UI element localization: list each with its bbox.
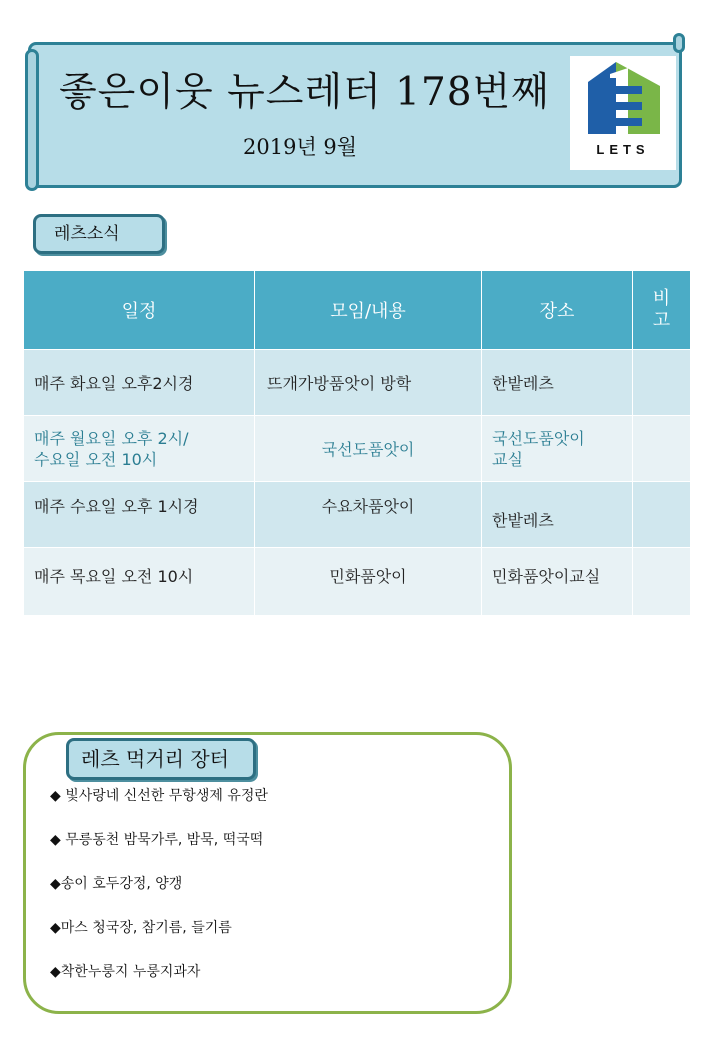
cell-note [633, 350, 691, 416]
cell-content: 뜨개가방품앗이 방학 [255, 350, 482, 416]
cell-place: 국선도품앗이 교실 [482, 416, 633, 482]
table-header-row [24, 271, 691, 350]
list-item: ◆ 무릉동천 밤묵가루, 밤묵, 떡국떡 [50, 832, 264, 848]
header-note: 비 고 [633, 271, 691, 350]
cell-content: 수요차품앗이 [255, 482, 482, 548]
newsletter-title: 좋은이웃 뉴스레터 178번째 [59, 70, 550, 115]
cell-note [633, 482, 691, 548]
table-row [24, 482, 691, 548]
market-title-tab: 레츠 먹거리 장터 [66, 738, 256, 780]
scroll-curl-left [25, 49, 39, 191]
scroll-curl-right [673, 33, 685, 53]
table-row [24, 350, 691, 416]
cell-place: 민화품앗이교실 [482, 548, 633, 616]
lets-logo [570, 56, 676, 170]
header-content: 모임/내용 [255, 271, 482, 350]
newsletter-date: 2019년 9월 [243, 135, 358, 159]
table-row [24, 416, 691, 482]
list-item: ◆착한누룽지 누룽지과자 [50, 964, 201, 980]
section-tab-lets-news: 레츠소식 [33, 214, 165, 254]
logo-text: LETS [596, 142, 650, 157]
cell-schedule: 매주 화요일 오후2시경 [24, 350, 255, 416]
cell-content: 민화품앗이 [255, 548, 482, 616]
list-item: ◆송이 호두강정, 양갱 [50, 876, 183, 892]
list-item: ◆ 빛사랑네 신선한 무항생제 유정란 [50, 788, 268, 804]
table-row [24, 548, 691, 616]
schedule-table [23, 270, 691, 616]
list-item: ◆마스 청국장, 참기름, 들기름 [50, 920, 232, 936]
cell-place: 한밭레츠 [482, 350, 633, 416]
cell-schedule: 매주 월요일 오후 2시/ 수요일 오전 10시 [24, 416, 255, 482]
cell-content: 국선도품앗이 [255, 416, 482, 482]
lets-house-icon [570, 56, 676, 146]
cell-note [633, 548, 691, 616]
cell-schedule: 매주 수요일 오후 1시경 [24, 482, 255, 548]
market-item-list [50, 785, 268, 1005]
header-schedule: 일정 [24, 271, 255, 350]
cell-place: 한밭레츠 [482, 482, 633, 548]
cell-note [633, 416, 691, 482]
cell-schedule: 매주 목요일 오전 10시 [24, 548, 255, 616]
header-place: 장소 [482, 271, 633, 350]
